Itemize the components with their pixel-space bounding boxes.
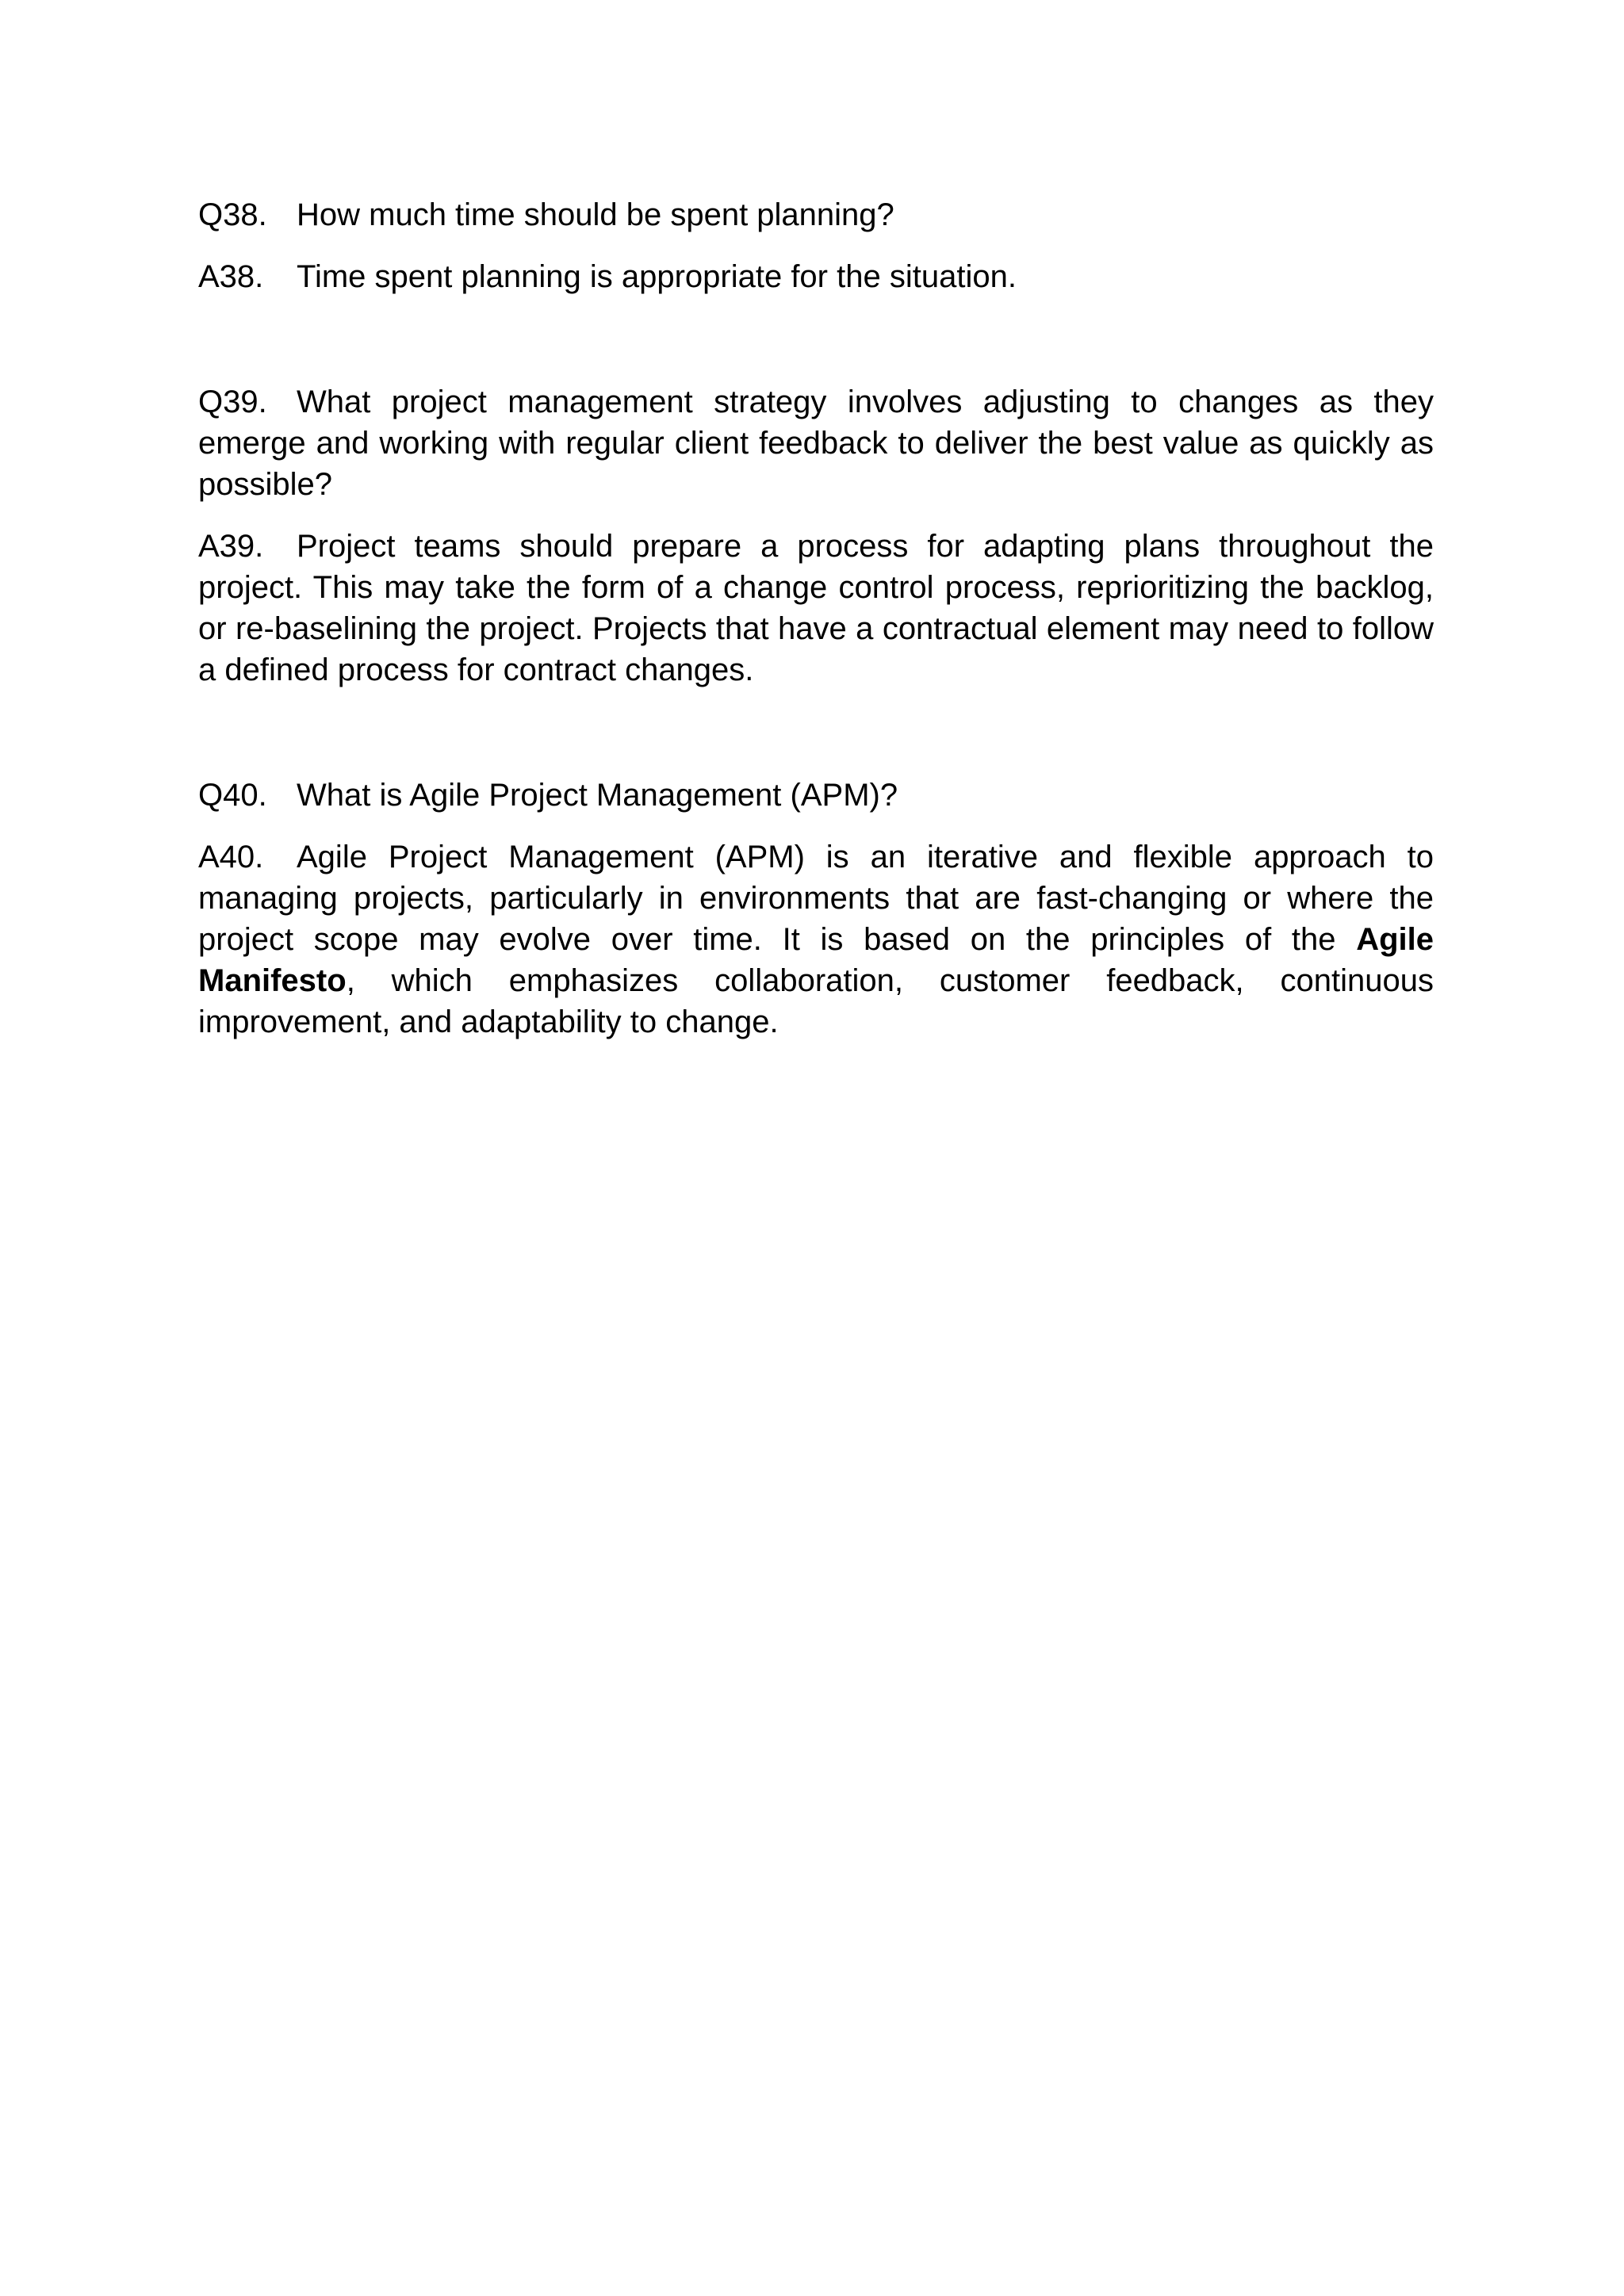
answer-text: Project teams should prepare a process for adapting plans throughout the project. This may take the form of a change control process, reprioritizing the backlog, or re-baselining the project. Projects that have a contractual element may need to follow a defined process for contract changes. <box>198 529 1434 687</box>
question-text: What project management strategy involves adjusting to changes as they emerge and working with regular client feedback to deliver the best value as quickly as possible? <box>198 385 1434 502</box>
question-text: What is Agile Project Management (APM)? <box>297 778 898 813</box>
answer-label: A39. <box>198 529 264 564</box>
question-text: How much time should be spent planning? <box>297 197 894 232</box>
document-page <box>198 194 1434 1043</box>
answer-39 <box>198 526 1434 691</box>
answer-label: A40. <box>198 840 264 874</box>
answer-38 <box>198 256 1434 297</box>
answer-label: A38. <box>198 259 264 294</box>
question-label: Q38. <box>198 197 267 232</box>
question-38 <box>198 194 1434 235</box>
agile-manifesto-term: Agile Manifesto <box>198 922 1434 998</box>
answer-40 <box>198 836 1434 1043</box>
question-40 <box>198 775 1434 816</box>
answer-text-after: , which emphasizes collaboration, customer feedback, continuous improvement, and adaptability to change. <box>198 963 1434 1039</box>
answer-text: Time spent planning is appropriate for the situation. <box>297 259 1017 294</box>
question-label: Q40. <box>198 778 267 813</box>
question-39 <box>198 381 1434 505</box>
answer-text-before: Agile Project Management (APM) is an iterative and flexible approach to managing projects, particularly in environments that are fast-changing or where the project scope may evolve over time. It is based on the principles of the <box>198 840 1434 957</box>
question-label: Q39. <box>198 385 267 419</box>
